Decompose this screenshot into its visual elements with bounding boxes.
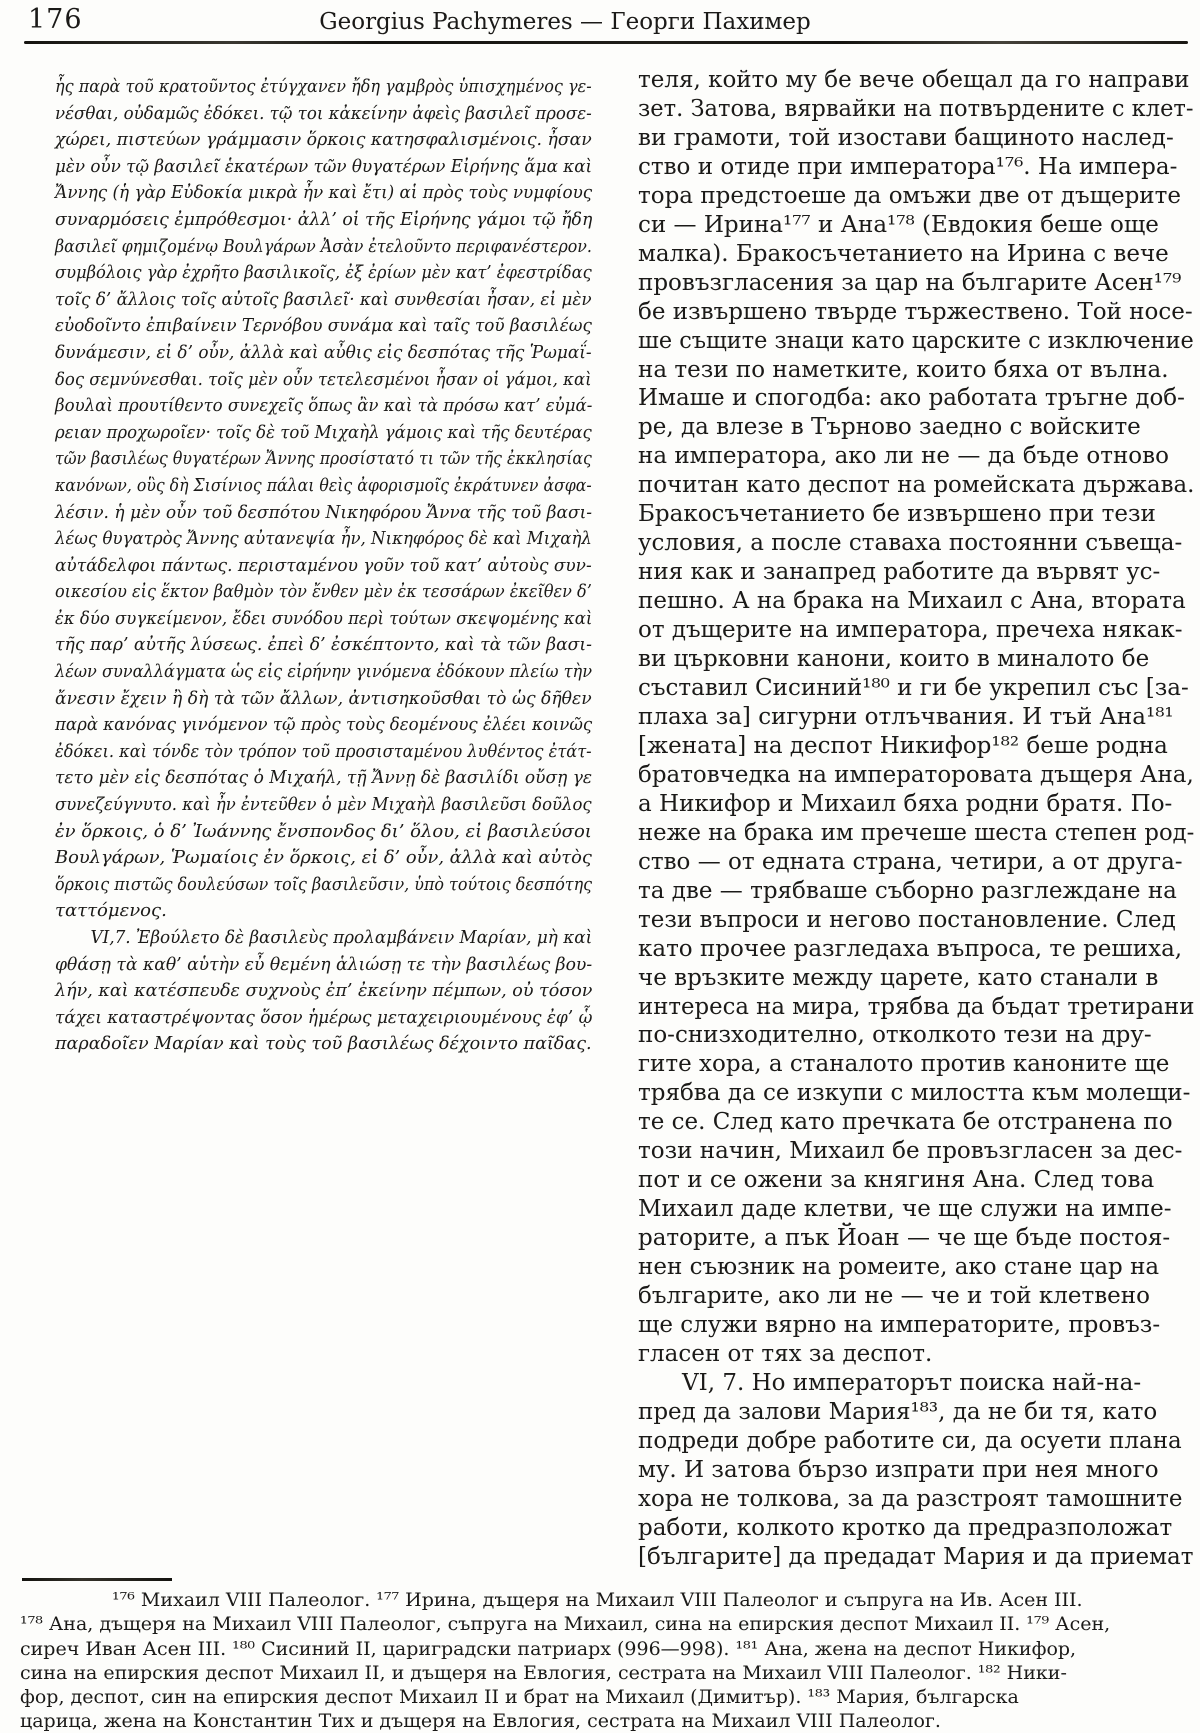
greek-text-line: ἐκ δύο συγκείμενον, ἔδει συνόδου περὶ τούτων σκεψομένης καὶ: [55, 607, 593, 629]
bulgarian-text-line: Бракосъчетанието бе извършено при тези: [638, 501, 1156, 528]
greek-text-line: μὲν οὖν τῷ βασιλεῖ ἑκατέρων τῶν θυγατέρων Εἰρήνης ἅμα καὶ: [55, 155, 593, 177]
bulgarian-text-line: раторите, а пък Йоан — че ще бъде постоя-: [638, 1225, 1171, 1252]
greek-text-line: τετο μὲν εἰς δεσπότας ὁ Μιχαήλ, τῇ Ἄννῃ δὲ βασιλίδι οὔσῃ γε: [55, 767, 593, 789]
bulgarian-text-line: гите хора, а станалото против каноните ще: [638, 1051, 1170, 1078]
greek-text-line: παρὰ κανόνας γινόμενον τῷ πρὸς τοὺς δεομένους ἐλέει κοινῶς: [55, 714, 593, 736]
greek-text-line: συνεζεύγνυτο. καὶ ἦν ἐντεῦθεν ὁ μὲν Μιχαὴλ βασιλεῦσι δοῦλος: [55, 794, 592, 816]
greek-text-line: αὐτάδελφοι πάντως. περισταμένου γοῦν τοῦ κατ’ αὐτοὺς συν-: [55, 554, 592, 576]
greek-text-line: φθάσῃ τὰ καθ’ αὑτὴν εὖ θεμένη ἁλιώσῃ τε τὴν βασιλέως βου-: [55, 953, 593, 975]
bulgarian-text-line: подреди добре работите си, да осуети плана: [638, 1427, 1182, 1454]
greek-text-line: δος σεμνύνεσθαι. τοῖς μὲν οὖν τετελεσμένοι ἦσαν οἱ γάμοι, καὶ: [55, 368, 592, 390]
greek-text-line: ἄνεσιν ἔχειν ἢ δὴ τὰ τῶν ἄλλων, ἀντισηκοῦσθαι τὸ ὡς δῆθεν: [55, 687, 592, 709]
greek-text-line: συμβόλοις γὰρ ἐχρῆτο βασιλικοῖς, ἐξ ἐρίων μὲν κατ’ ἐφεστρίδας: [55, 262, 592, 284]
bulgarian-text-line: на императора, ако ли не — да бъде отново: [638, 443, 1169, 470]
bulgarian-text-line: че връзките между царете, като станали в: [638, 964, 1159, 991]
greek-text-line: ρειαν προχωροῖεν· τοῖς δὲ τοῦ Μιχαὴλ γάμοις καὶ τῆς δευτέρας: [55, 421, 592, 443]
bulgarian-text-line: теля, който му бе вече обещал да го направи: [638, 67, 1190, 93]
bulgarian-text-line: ви църковни канони, които в миналото бе: [638, 646, 1150, 673]
page-number: 176: [28, 4, 83, 35]
bulgarian-text-line: по-снизходително, отколкото тези на дру-: [638, 1022, 1152, 1049]
bulgarian-text-line: ния как и занапред работите да вървят ус-: [638, 559, 1161, 586]
greek-text-line: συναρμόσεις ἐμπρόθεσμοι· ἀλλ’ οἱ τῆς Εἰρήνης γάμοι τῷ ἤδη: [55, 208, 593, 230]
greek-text-line: νέσθαι, οὐδαμῶς ἐδόκει. τῷ τοι κἀκείνην ἀφεὶς βασιλεῖ προσε-: [55, 102, 592, 124]
greek-text-line: Βουλγάρων, Ῥωμαίοις ἐν ὅρκοις, εἰ δ’ οὖν, ἀλλὰ καὶ αὐτὸς: [55, 847, 592, 869]
footnote-line: фор, деспот, син на епирския деспот Михаил II и брат на Михаил (Димитър). ¹⁸³ Мария, българска: [20, 1686, 1019, 1709]
header-rule: [24, 41, 1188, 44]
footnote-line: сина на епирския деспот Михаил II, и дъщеря на Евлогия, сестрата на Михаил VIII Палеолог. ¹⁸² Ники-: [20, 1661, 1067, 1684]
bulgarian-text-line: му. И затова бързо изпрати при нея много: [638, 1456, 1159, 1483]
greek-text-line: τῶν βασιλέως θυγατέρων Ἄννης προσίστατό τι τῶν τῆς ἐκκλησίας: [55, 448, 592, 470]
greek-text-line: παραδοῖεν Μαρίαν καὶ τοὺς τοῦ βασιλέως δέχοιντο παῖδας.: [55, 1033, 592, 1055]
bulgarian-text-line: ви грамоти, той изостави бащиното наслед-: [638, 124, 1174, 151]
greek-text-line: λέσιν. ἡ μὲν οὖν τοῦ δεσπότου Νικηφόρου Ἄννα τῆς τοῦ βασι-: [55, 501, 593, 523]
greek-text-line: λήν, καὶ κατέσπευδε συχνοὺς ἐπ’ ἐκείνην πέμπων, οὐ τόσον: [55, 980, 593, 1002]
greek-text-line: ταττόμενος.: [55, 900, 167, 922]
greek-text-line: κανόνων, οὓς δὴ Σισίνιος πάλαι θεὶς ἀφορισμοῖς ἐκράτυνεν ἀσφα-: [55, 474, 592, 496]
greek-text-line: λέων συναλλάγματα ὡς εἰς εἰρήνην γινόμενα ἐδόκουν πλείω τὴν: [55, 661, 593, 683]
bulgarian-text-line: Михаил даде клетви, че ще служи на импе-: [638, 1196, 1172, 1223]
bulgarian-text-line: пот и се ожени за княгиня Ана. След това: [638, 1167, 1155, 1194]
greek-text-line: οικεσίου εἰς ἕκτον βαθμὸν τὸν ἔνθεν μὲν ἐκ τεσσάρων ἐκεῖθεν δ’: [55, 581, 592, 603]
bulgarian-text-line: Имаше и спогодба: ако работата тръгне доб-: [638, 385, 1185, 412]
greek-text-line: βασιλεῖ φημιζομένῳ Βουλγάρων Ἀσὰν ἐτελοῦντο περιφανέστερον.: [55, 235, 592, 257]
bulgarian-text-line: гласен от тях за деспот.: [638, 1340, 933, 1367]
footnote-text-block: [20, 1588, 1186, 1733]
bulgarian-text-line: [българите] да предадат Мария и да приемат: [638, 1543, 1194, 1570]
greek-text-line: τῆς παρ’ αὐτῆς λύσεως. ἐπεὶ δ’ ἐσκέπτοντο, καὶ τὰ τῶν βασι-: [55, 634, 592, 656]
bulgarian-text-line: от дъщерите на императора, пречеха някак-: [638, 617, 1183, 644]
bulgarian-text-line: те се. След като пречката бе отстранена по: [638, 1109, 1173, 1136]
bulgarian-text-line: братовчедка на императоровата дъщеря Ана,: [638, 761, 1194, 788]
bulgarian-text-line: пред да залови Мария¹⁸³, да не би тя, като: [638, 1398, 1158, 1425]
greek-text-line: τάχει καταστρέψοντας ὅσον ἡμέρως μεταχειριουμένους ἐφ’ ᾧ: [55, 1006, 593, 1028]
bulgarian-text-line: та две — трябваше съборно разглеждане на: [638, 877, 1177, 904]
footnote-line: ¹⁷⁶ Михаил VIII Палеолог. ¹⁷⁷ Ирина, дъщеря на Михаил VIII Палеолог и съпруга на Ив. Асен III.: [112, 1589, 1083, 1611]
greek-text-line: ἐν ὅρκοις, ὁ δ’ Ἰωάννης ἔνσπονδος δι’ ὅλου, εἰ βασιλεύσοι: [55, 820, 592, 842]
running-title: Georgius Pachymeres — Георги Пахимер: [319, 9, 811, 35]
greek-text-line: βουλαὶ προυτίθεντο συνεχεῖς ὅπως ἂν καὶ τὰ πρόσω κατ’ εὐμά-: [55, 395, 593, 417]
bulgarian-text-line: тези въпроси и негово постановление. След: [638, 906, 1176, 933]
greek-text-column: [55, 74, 592, 1058]
bulgarian-text-line: българите, ако ли не — че и той клетвено: [638, 1283, 1150, 1310]
bulgarian-text-line: малка). Бракосъчетанието на Ирина с вече: [638, 240, 1169, 267]
bulgarian-text-line: почитан като деспот на ромейската държава.: [638, 472, 1195, 499]
bulgarian-text-line: ще служи вярно на императорите, провъз-: [638, 1311, 1161, 1338]
greek-text-line: VI,7. Ἐβούλετο δὲ βασιλεὺς προλαμβάνειν Μαρίαν, μὴ καὶ: [90, 927, 593, 948]
bulgarian-text-line: като прочее разгледаха въпроса, те решиха,: [638, 935, 1183, 962]
bulgarian-text-line: [жената] на деспот Никифор¹⁸² беше родна: [638, 732, 1168, 759]
bulgarian-text-line: ство и отиде при императора¹⁷⁶. На импера-: [638, 153, 1178, 180]
greek-text-line: τοῖς δ’ ἄλλοις τοῖς αὐτοῖς βασιλεῖ· καὶ συνθεσίαι ἦσαν, εἰ μὲν: [55, 288, 592, 310]
bulgarian-text-line: ше същите знаци като царските с изключение: [638, 327, 1194, 354]
greek-text-line: ὅρκοις πιστῶς δουλεύσων τοῖς βασιλεῦσιν, ὑπὸ τούτοις δεσπότης: [55, 873, 593, 895]
bulgarian-text-line: този начин, Михаил бе провъзгласен за дес-: [638, 1138, 1183, 1165]
bulgarian-text-line: съставил Сисиний¹⁸⁰ и ги бе укрепил със [за-: [638, 675, 1189, 702]
greek-text-line: ἧς παρὰ τοῦ κρατοῦντος ἐτύγχανεν ἤδη γαμβρὸς ὑπισχημένος γε-: [55, 76, 592, 97]
bulgarian-text-line: а Никифор и Михаил бяха родни братя. По-: [638, 790, 1173, 817]
bulgarian-text-line: трябва да се изкупи с милостта към молещи-: [638, 1080, 1191, 1107]
greek-text-line: λέως θυγατρὸς Ἄννης αὐτανεψία ἦν, Νικηφόρος δὲ καὶ Μιχαὴλ: [55, 528, 592, 550]
bulgarian-text-line: бе извършено твърде тържествено. Той носе-: [638, 298, 1193, 325]
bulgarian-text-line: пешно. А на брака на Михаил с Ана, втората: [638, 588, 1186, 615]
bulgarian-text-line: зет. Затова, вярвайки на потвърдените с клет-: [638, 95, 1194, 122]
bulgarian-text-line: ре, да влезе в Търново заедно с войските: [638, 414, 1141, 441]
bulgarian-text-line: работи, колкото кротко да предразположат: [638, 1514, 1173, 1541]
footnote-line: сиреч Иван Асен III. ¹⁸⁰ Сисиний II, цариградски патриарх (996—998). ¹⁸¹ Ана, жена на деспот Никифор,: [20, 1637, 1077, 1660]
greek-text-line: δυνάμεσιν, εἰ δ’ οὖν, ἀλλὰ καὶ αὖθις εἰς δεσπότας τῆς Ῥωμαΐ-: [55, 341, 592, 363]
footnote-line: ¹⁷⁸ Ана, дъщеря на Михаил VIII Палеолог, съпруга на Михаил, сина на епирския деспот Михаил II. ¹⁷⁹ Асен,: [20, 1613, 1111, 1636]
footnote-separator-rule: [22, 1578, 172, 1581]
bulgarian-text-line: на тези по наметките, които бяха от вълна.: [638, 356, 1169, 383]
bulgarian-text-line: провъзгласения за цар на българите Асен¹⁷⁹: [638, 269, 1182, 296]
bulgarian-text-line: условия, а после ставаха постоянни съвеща-: [638, 530, 1183, 557]
greek-text-line: Ἄννης (ἡ γὰρ Εὐδοκία μικρὰ ἦν καὶ ἔτι) αἱ πρὸς τοὺς νυμφίους: [55, 182, 593, 204]
bulgarian-text-line: си — Ирина¹⁷⁷ и Ана¹⁷⁸ (Евдокия беше още: [638, 211, 1159, 238]
bulgarian-text-line: интереса на мира, трябва да бъдат третирани: [638, 993, 1195, 1020]
bulgarian-text-line: тора предстоеше да омъжи две от дъщерите: [638, 182, 1181, 209]
bulgarian-text-line: хора не толкова, за да разстроят тамошните: [638, 1485, 1183, 1512]
bulgarian-text-line: нен съюзник на ромеите, ако стане цар на: [638, 1254, 1160, 1281]
bulgarian-text-line: VI, 7. Но императорът поиска най-на-: [682, 1369, 1142, 1396]
bulgarian-text-line: неже на брака им пречеше шеста степен род-: [638, 819, 1195, 846]
footnote-line: царица, жена на Константин Тих и дъщеря на Евлогия, сестрата на Михаил VIII Палеолог.: [20, 1710, 941, 1733]
bulgarian-text-line: плаха за] сигурни отлъчвания. И тъй Ана¹⁸¹: [638, 703, 1174, 730]
greek-text-line: εὐοδοῖντο ἐπιβαίνειν Τερνόβου συνάμα καὶ ταῖς τοῦ βασιλέως: [55, 315, 592, 337]
bulgarian-text-line: ство — от едната страна, четири, а от друга-: [638, 848, 1183, 875]
greek-text-line: ἐδόκει. καὶ τόνδε τὸν τρόπον τοῦ προσισταμένου λυθέντος ἐτάτ-: [55, 740, 592, 762]
bulgarian-translation-column: [638, 66, 1194, 1572]
greek-text-line: χώρει, πιστεύων γράμμασιν ὅρκοις κατησφαλισμένοις. ἦσαν: [55, 129, 592, 151]
